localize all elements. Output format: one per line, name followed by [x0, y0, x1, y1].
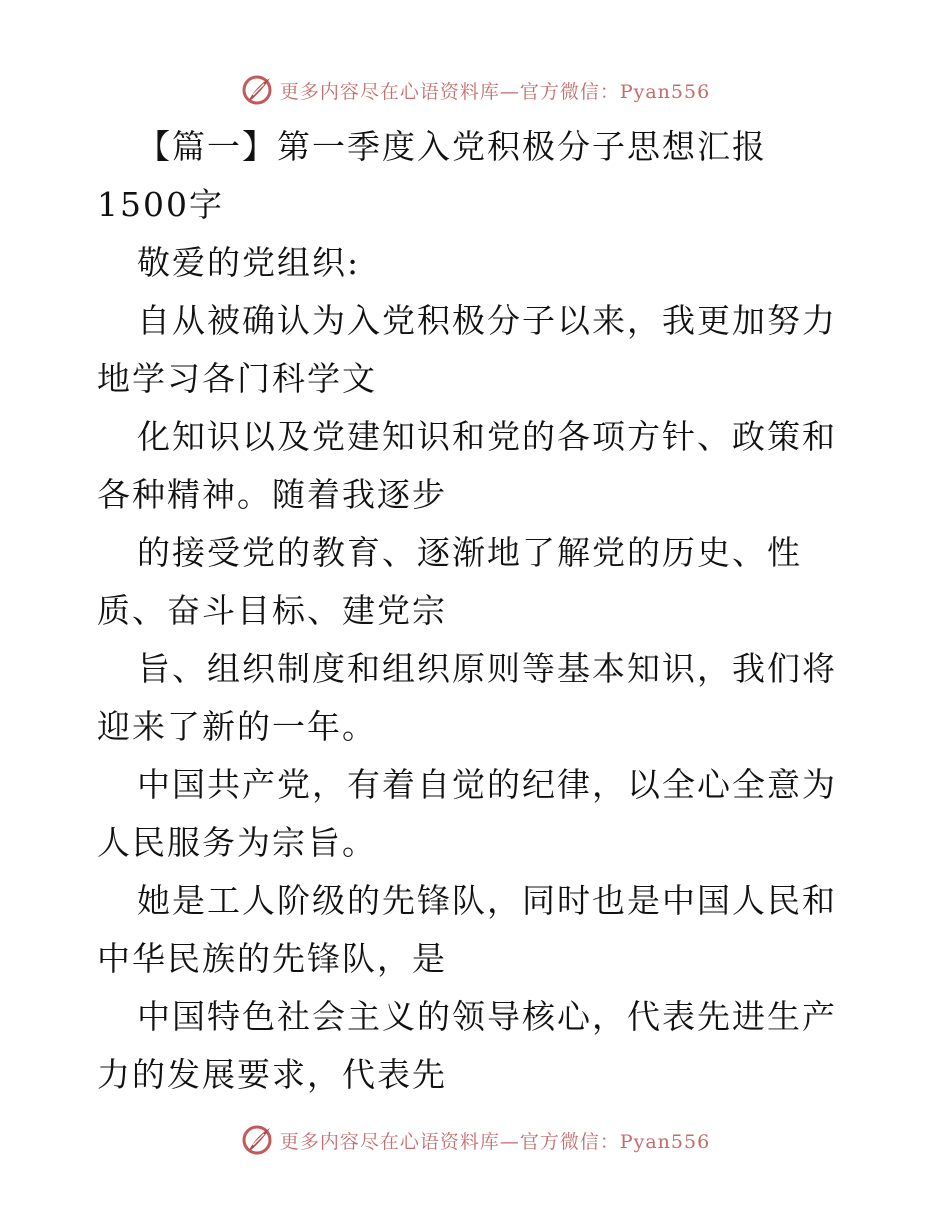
feather-pen-logo-icon: [240, 73, 274, 107]
paragraph: 化知识以及党建知识和党的各项方针、政策和各种精神。随着我逐步: [97, 417, 837, 514]
paragraph: 中国特色社会主义的领导核心，代表先进生产力的发展要求，代表先: [97, 997, 837, 1094]
document-title: 【篇一】第一季度入党积极分子思想汇报 1500字: [97, 127, 767, 224]
paragraph: 自从被确认为入党积极分子以来，我更加努力地学习各门科学文: [97, 301, 837, 398]
paragraph: 旨、组织制度和组织原则等基本知识，我们将迎来了新的一年。: [97, 649, 837, 746]
paragraph: 中国共产党，有着自觉的纪律，以全心全意为人民服务为宗旨。: [97, 765, 837, 862]
paragraph: 她是工人阶级的先锋队，同时也是中国人民和中华民族的先锋队，是: [97, 881, 837, 978]
header-watermark: [0, 70, 950, 110]
watermark-text: 更多内容尽在心语资料库—官方微信：Pyan556: [279, 1130, 711, 1153]
paragraph-salutation: 敬爱的党组织:: [137, 243, 361, 282]
paragraph: 的接受党的教育、逐渐地了解党的历史、性质、奋斗目标、建党宗: [97, 533, 802, 630]
footer-watermark: [0, 1120, 950, 1160]
watermark-text: 更多内容尽在心语资料库—官方微信：Pyan556: [279, 80, 711, 103]
document-body: [97, 118, 857, 1104]
feather-pen-logo-icon: [240, 1123, 274, 1157]
